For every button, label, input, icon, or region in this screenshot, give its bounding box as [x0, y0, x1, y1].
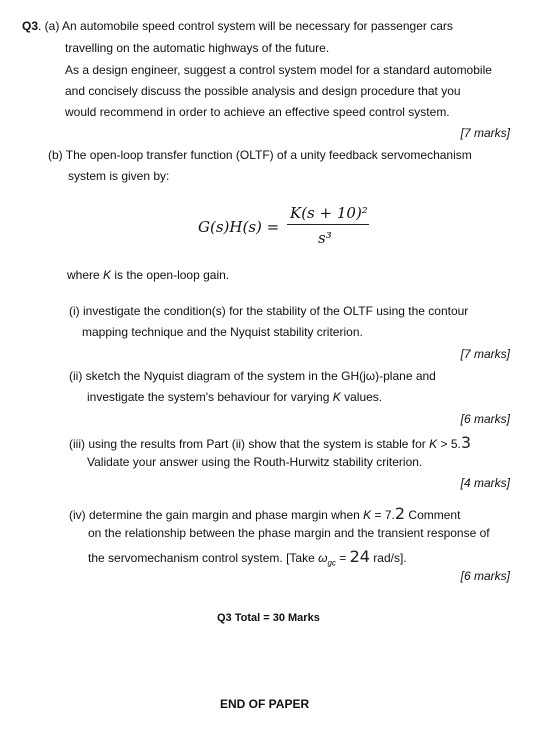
question-iv-line1: (iv) determine the gain margin and phase margin when K = 7.2 Comment	[69, 504, 461, 523]
question-a-line1	[22, 19, 453, 33]
question-a-line3: As a design engineer, suggest a control system model for a standard automobile	[65, 63, 492, 77]
handwritten-digit: 3	[460, 433, 472, 452]
question-iii-line2: Validate your answer using the Routh-Hurwitz stability criterion.	[87, 455, 423, 469]
question-iii-line1: (iii) using the results from Part (ii) show that the system is stable for K > 5.3	[69, 433, 472, 452]
question-a-line2: travelling on the automatic highways of the future.	[65, 41, 330, 55]
question-i-line1: (i) investigate the condition(s) for the stability of the OLTF using the contour	[69, 304, 469, 318]
question-a-intro: . (a) An automobile speed control system will be necessary for passenger cars	[38, 19, 453, 33]
equation-denominator: s³	[318, 229, 332, 247]
question-iii-marks: [4 marks]	[460, 476, 510, 490]
where-line: where K is the open-loop gain.	[67, 268, 230, 282]
equation-fraction-bar	[287, 224, 369, 225]
question-ii-line1: (ii) sketch the Nyquist diagram of the system in the GH(jω)-plane and	[69, 369, 436, 383]
question-iv-line2: on the relationship between the phase margin and the transient response of	[88, 526, 490, 540]
question-iv-marks: [6 marks]	[460, 569, 510, 583]
question-a-line4: and concisely discuss the possible analysis and design procedure that you	[65, 84, 461, 98]
question-b-line1: (b) The open-loop transfer function (OLTF) of a unity feedback servomechanism	[48, 148, 472, 162]
equation-numerator: K(s + 10)²	[290, 204, 368, 222]
question-i-marks: [7 marks]	[460, 347, 510, 361]
question-ii-line2: investigate the system's behaviour for varying K values.	[87, 390, 383, 404]
question-b-line2: system is given by:	[68, 169, 170, 183]
question-i-line2: mapping technique and the Nyquist stability criterion.	[82, 325, 363, 339]
handwritten-digit: 2	[394, 504, 406, 523]
handwritten-number: 24	[349, 547, 370, 566]
question-iv-line3: the servomechanism control system. [Take $\omega_{gc} = 24$ rad/s].	[88, 547, 407, 568]
question-ii-marks: [6 marks]	[460, 412, 510, 426]
total-marks: Q3 Total = 30 Marks	[217, 612, 320, 624]
question-a-line5: would recommend in order to achieve an effective speed control system.	[65, 105, 450, 119]
question-number: Q3	[22, 19, 39, 33]
equation-lhs: G(s)H(s) =	[198, 218, 280, 236]
question-a-marks: [7 marks]	[460, 126, 510, 140]
end-of-paper: END OF PAPER	[220, 697, 310, 711]
